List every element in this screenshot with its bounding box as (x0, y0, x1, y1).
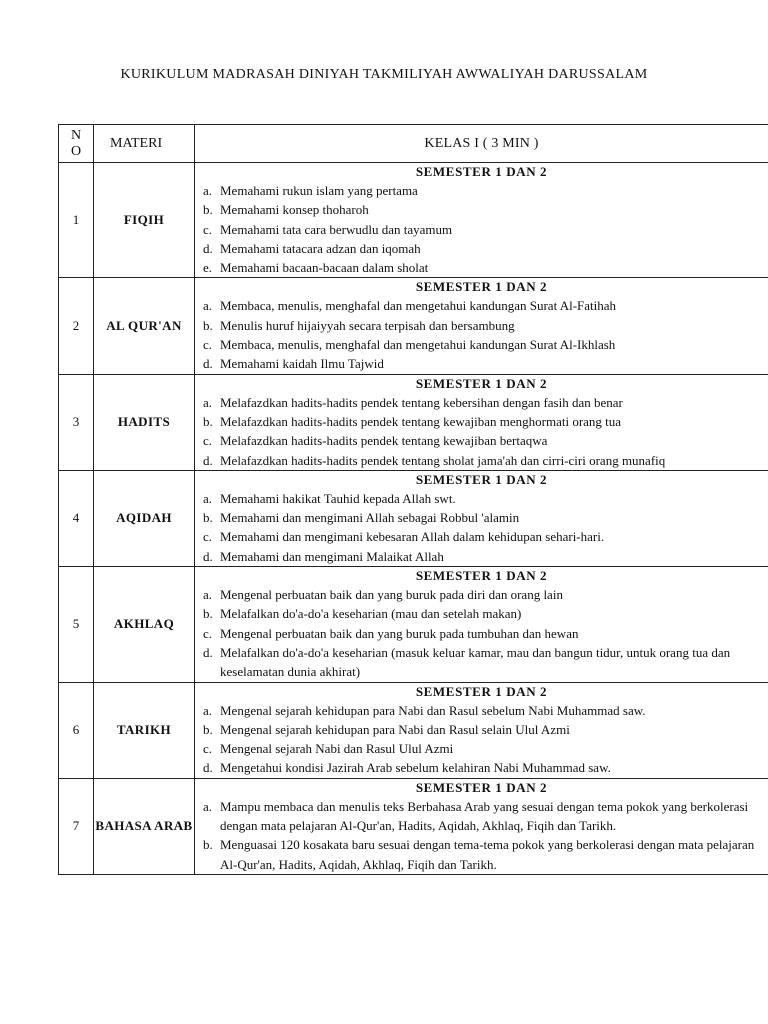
list-item (195, 239, 768, 258)
curriculum-table (58, 124, 768, 875)
list-marker: c. (203, 741, 213, 757)
list-item-text: Memahami hakikat Tauhid kepada Allah swt. (220, 490, 456, 506)
objective-list (195, 489, 768, 566)
subject-content (195, 567, 768, 682)
semester-heading: SEMESTER 1 DAN 2 (415, 375, 548, 391)
table-header-row (59, 125, 768, 163)
list-item (195, 547, 768, 566)
list-item-text: Membaca, menulis, menghafal dan mengetahui kandungan Surat Al-Ikhlash (220, 337, 616, 353)
list-marker: c. (203, 433, 213, 449)
row-number: 1 (59, 163, 94, 278)
list-item-text: Melafalkan do'a-do'a keseharian (mau dan setelah makan) (220, 606, 522, 622)
list-marker: a. (203, 183, 213, 198)
subject-content (195, 278, 768, 374)
list-marker: d. (203, 548, 213, 564)
list-marker: a. (203, 298, 213, 314)
list-marker: c. (203, 337, 213, 353)
list-item-text: Melafazdkan hadits-hadits pendek tentang kewajiban menghormati orang tua (220, 413, 622, 429)
list-item (195, 720, 768, 739)
list-item (195, 412, 768, 431)
list-item (195, 797, 768, 836)
subject-content (195, 374, 768, 470)
list-item (195, 393, 768, 412)
list-item (195, 316, 768, 335)
page-title: KURIKULUM MADRASAH DINIYAH TAKMILIYAH AWWALIYAH DARUSSALAM (120, 67, 648, 82)
list-item-text: Melafazdkan hadits-hadits pendek tentang kewajiban bertaqwa (220, 433, 548, 449)
table-row (59, 778, 768, 874)
list-item-text: Mengenal sejarah kehidupan para Nabi dan Rasul selain Ulul Azmi (220, 721, 570, 737)
list-item-text: Melafalkan do'a-do'a keseharian (masuk keluar kamar, mau dan bangun tidur, untuk orang tua dan keselamatan dunia akhirat) (220, 644, 731, 680)
subject-name: AL QUR'AN (94, 278, 195, 374)
list-marker: b. (203, 317, 213, 333)
objective-list (195, 797, 768, 874)
list-item (195, 624, 768, 643)
list-item (195, 701, 768, 720)
list-marker: a. (203, 394, 213, 410)
list-item (195, 431, 768, 450)
table-row (59, 278, 768, 374)
list-item (195, 643, 768, 682)
objective-list (195, 393, 768, 470)
objective-list (195, 296, 768, 373)
row-number: 4 (59, 470, 94, 566)
list-item (195, 604, 768, 623)
list-marker: b. (203, 606, 213, 622)
list-item-text: Memahami dan mengimani Malaikat Allah (220, 548, 444, 564)
list-marker: d. (203, 240, 213, 256)
subject-name: AQIDAH (94, 470, 195, 566)
list-item (195, 758, 768, 777)
list-item (195, 489, 768, 508)
list-item (195, 220, 768, 239)
list-item-text: Memahami rukun islam yang pertama (220, 183, 418, 198)
list-item-text: Menulis huruf hijaiyyah secara terpisah dan bersambung (220, 317, 515, 333)
list-item-text: Memahami konsep thoharoh (220, 202, 369, 218)
list-item (195, 258, 768, 277)
list-item-text: Mampu membaca dan menulis teks Berbahasa Arab yang sesuai dengan tema pokok yang berkolerasi dengan mata pelajaran Al-Qur'an, Hadits, Aqidah, Akhlaq, Fiqih dan Tarikh. (220, 798, 749, 834)
list-item-text: Mengenal sejarah Nabi dan Rasul Ulul Azmi (220, 741, 454, 757)
list-item-text: Melafazdkan hadits-hadits pendek tentang sholat jama'ah dan cirri-ciri orang munafiq (220, 452, 666, 468)
objective-list (195, 701, 768, 778)
semester-heading: SEMESTER 1 DAN 2 (415, 471, 548, 487)
list-item-text: Mengenal perbuatan baik dan yang buruk pada tumbuhan dan hewan (220, 625, 579, 641)
list-marker: d. (203, 452, 213, 468)
list-item (195, 200, 768, 219)
list-item (195, 296, 768, 315)
subject-name: BAHASA ARAB (94, 778, 195, 874)
subject-content (195, 163, 768, 278)
objective-list (195, 585, 768, 681)
list-marker: b. (203, 721, 213, 737)
list-marker: d. (203, 760, 213, 776)
list-item (195, 508, 768, 527)
list-marker: a. (203, 490, 213, 506)
semester-heading: SEMESTER 1 DAN 2 (415, 164, 548, 179)
header-no-line2: O (70, 143, 82, 159)
semester-heading: SEMESTER 1 DAN 2 (415, 779, 548, 795)
list-item-text: Menguasai 120 kosakata baru sesuai dengan tema-tema pokok yang berkolerasi dengan mata pelajaran Al-Qur'an, Hadits, Aqidah, Akhlaq, Fiqih dan Tarikh. (220, 837, 755, 872)
list-item (195, 335, 768, 354)
table-row (59, 682, 768, 778)
list-marker: a. (203, 702, 213, 718)
list-marker: c. (203, 625, 213, 641)
header-materi: MATERI (94, 125, 195, 163)
header-no-line1: N (70, 127, 82, 143)
list-marker: a. (203, 587, 213, 603)
row-number: 7 (59, 778, 94, 874)
list-marker: c. (203, 221, 213, 237)
header-kelas: KELAS I ( 3 MIN ) (195, 125, 768, 163)
list-item-text: Mengenal perbuatan baik dan yang buruk pada diri dan orang lain (220, 587, 563, 603)
subject-content (195, 778, 768, 874)
table-row (59, 470, 768, 566)
list-item-text: Melafazdkan hadits-hadits pendek tentang kebersihan dengan fasih dan benar (220, 394, 623, 410)
semester-heading: SEMESTER 1 DAN 2 (415, 279, 548, 295)
list-item (195, 835, 768, 874)
subject-name: AKHLAQ (94, 567, 195, 682)
row-number: 5 (59, 567, 94, 682)
list-item (195, 354, 768, 373)
list-item-text: Memahami dan mengimani kebesaran Allah dalam kehidupan sehari-hari. (220, 529, 605, 545)
list-item-text: Memahami kaidah Ilmu Tajwid (220, 356, 384, 372)
semester-heading: SEMESTER 1 DAN 2 (415, 683, 548, 699)
list-item-text: Memahami bacaan-bacaan dalam sholat (220, 260, 429, 276)
row-number: 2 (59, 278, 94, 374)
semester-heading: SEMESTER 1 DAN 2 (415, 568, 548, 584)
list-marker: c. (203, 529, 213, 545)
subject-name: HADITS (94, 374, 195, 470)
list-marker: b. (203, 202, 213, 218)
list-marker: a. (203, 798, 213, 814)
list-item-text: Memahami dan mengimani Allah sebagai Robbul 'alamin (220, 510, 520, 526)
row-number: 3 (59, 374, 94, 470)
table-row (59, 163, 768, 278)
list-item-text: Mengetahui kondisi Jazirah Arab sebelum kelahiran Nabi Muhammad saw. (220, 760, 611, 776)
list-marker: e. (203, 260, 213, 276)
subject-content (195, 470, 768, 566)
list-item-text: Memahami tata cara berwudlu dan tayamum (220, 221, 453, 237)
list-item (195, 181, 768, 200)
list-item (195, 739, 768, 758)
list-marker: b. (203, 837, 213, 853)
table-row (59, 567, 768, 682)
list-marker: b. (203, 413, 213, 429)
header-no (59, 125, 94, 163)
list-item (195, 527, 768, 546)
list-item-text: Membaca, menulis, menghafal dan mengetahui kandungan Surat Al-Fatihah (220, 298, 617, 314)
table-row (59, 374, 768, 470)
list-marker: d. (203, 356, 213, 372)
subject-content (195, 682, 768, 778)
subject-name: TARIKH (94, 682, 195, 778)
list-item-text: Mengenal sejarah kehidupan para Nabi dan Rasul sebelum Nabi Muhammad saw. (220, 702, 646, 718)
table-body (59, 163, 768, 875)
list-item (195, 451, 768, 470)
list-marker: b. (203, 510, 213, 526)
objective-list (195, 181, 768, 277)
subject-name: FIQIH (94, 163, 195, 278)
list-item-text: Memahami tatacara adzan dan iqomah (220, 240, 421, 256)
list-marker: d. (203, 644, 213, 660)
row-number: 6 (59, 682, 94, 778)
list-item (195, 585, 768, 604)
